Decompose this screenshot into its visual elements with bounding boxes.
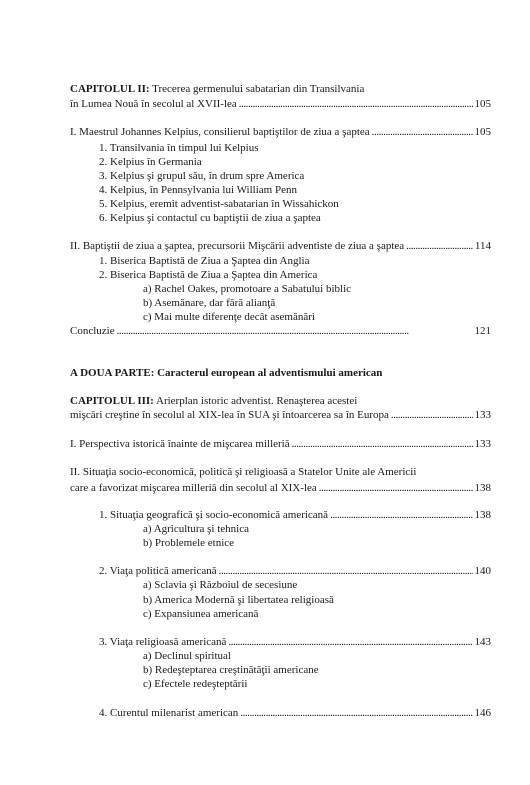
dot-leader — [330, 509, 472, 522]
subsection-title: 3. Viaţa religioasă americană — [99, 636, 227, 648]
toc-subitem: c) Efectele redeşteptării — [143, 678, 248, 690]
toc-entry — [99, 509, 491, 522]
dot-leader — [219, 565, 473, 578]
dot-leader — [292, 438, 473, 451]
page-number: 138 — [474, 509, 491, 521]
subsection-title: 1. Situaţia geografică şi socio-economică americană — [99, 509, 329, 521]
dot-leader — [391, 409, 473, 422]
toc-entry — [99, 707, 491, 720]
chapter-3-heading — [70, 395, 357, 408]
toc-item: 1. Transilvania în timpul lui Kelpius — [99, 142, 259, 154]
section-title: I. Perspectiva istorică înainte de mişcarea milleriă — [70, 438, 290, 450]
section-title-line2: care a favorizat mişcarea milleriă din secolul al XIX-lea — [70, 482, 317, 494]
subsection-title: 2. Viaţa politică americană — [99, 565, 217, 577]
toc-entry — [99, 636, 491, 649]
toc-entry — [70, 409, 491, 422]
conclusion-title: Concluzie — [70, 325, 115, 337]
toc-entry — [70, 482, 491, 495]
toc-item: 3. Kelpius şi grupul său, în drum spre America — [99, 170, 305, 182]
toc-entry — [99, 565, 491, 578]
chapter-2-heading — [70, 83, 364, 96]
page-number: 138 — [474, 482, 491, 494]
section-title: I. Maestrul Johannes Kelpius, consilierul baptiştilor de ziua a şaptea — [70, 126, 370, 138]
toc-item: 6. Kelpius şi contactul cu baptiştii de ziua a şaptea — [99, 212, 321, 224]
page-number: 133 — [474, 438, 491, 450]
dot-leader — [319, 482, 473, 495]
page-number: 140 — [474, 565, 491, 577]
toc-item: 5. Kelpius, eremit adventist-sabatarian în Wissahickon — [99, 198, 339, 210]
dot-leader — [239, 98, 473, 111]
toc-item: 2. Kelpius în Germania — [99, 156, 202, 168]
chapter-3-label: CAPITOLUL III: — [70, 395, 154, 407]
dot-leader — [406, 240, 473, 253]
subsection-title: 4. Curentul milenarist american — [99, 707, 239, 719]
toc-subitem: a) Sclavia şi Războiul de secesiune — [143, 579, 298, 591]
part-2-heading — [70, 367, 382, 380]
page-number: 114 — [474, 240, 491, 252]
toc-subitem: b) America Modernă şi libertatea religioasă — [143, 594, 334, 606]
page-number: 121 — [474, 325, 491, 337]
toc-entry — [70, 325, 491, 338]
page-number: 105 — [474, 98, 491, 110]
toc-subitem: c) Expansiunea americană — [143, 608, 259, 620]
page-number: 143 — [474, 636, 491, 648]
page-number: 133 — [474, 409, 491, 421]
chapter-3-title-line2: mişcări creştine în secolul al XIX-lea în SUA şi întoarcerea sa în Europa — [70, 409, 389, 421]
chapter-2-title: Trecerea germenului sabatarian din Transilvania — [152, 83, 365, 95]
part-2-label: A DOUA PARTE: — [70, 367, 155, 379]
toc-subitem: b) Asemănare, dar fără alianţă — [143, 297, 276, 309]
toc-subitem: a) Rachel Oakes, promotoare a Sabatului biblic — [143, 283, 352, 295]
part-2-title: Caracterul european al adventismului american — [157, 367, 383, 379]
toc-subitem: b) Redeşteptarea creştinătăţii americane — [143, 664, 319, 676]
dot-leader — [117, 325, 473, 338]
page-number: 105 — [474, 126, 491, 138]
toc-entry — [70, 98, 491, 111]
toc-entry — [70, 438, 491, 451]
toc-item: 4. Kelpius, în Pennsylvania lui William Penn — [99, 184, 297, 196]
toc-subitem: a) Declinul spiritual — [143, 650, 231, 662]
toc-entry — [70, 126, 491, 139]
page-number: 146 — [474, 707, 491, 719]
dot-leader — [240, 707, 472, 720]
chapter-2-title-line2: în Lumea Nouă în secolul al XVII-lea — [70, 98, 237, 110]
section-title: II. Situaţia socio-economică, politică şi religioasă a Statelor Unite ale Americii — [70, 466, 417, 478]
toc-item: 1. Biserica Baptistă de Ziua a Şaptea din Anglia — [99, 255, 310, 267]
toc-subitem: a) Agricultura şi tehnica — [143, 523, 249, 535]
toc-item: 2. Biserica Baptistă de Ziua a Şaptea din America — [99, 269, 318, 281]
toc-subitem: b) Problemele etnice — [143, 537, 235, 549]
toc-entry — [70, 240, 491, 253]
toc-subitem: c) Mai multe diferenţe decât asemănări — [143, 311, 315, 323]
chapter-3-title: Arierplan istoric adventist. Renaşterea acestei — [156, 395, 358, 407]
dot-leader — [372, 126, 473, 139]
section-title: II. Baptiştii de ziua a şaptea, precursorii Mişcării adventiste de ziua a şaptea — [70, 240, 405, 252]
chapter-2-label: CAPITOLUL II: — [70, 83, 150, 95]
dot-leader — [228, 636, 472, 649]
